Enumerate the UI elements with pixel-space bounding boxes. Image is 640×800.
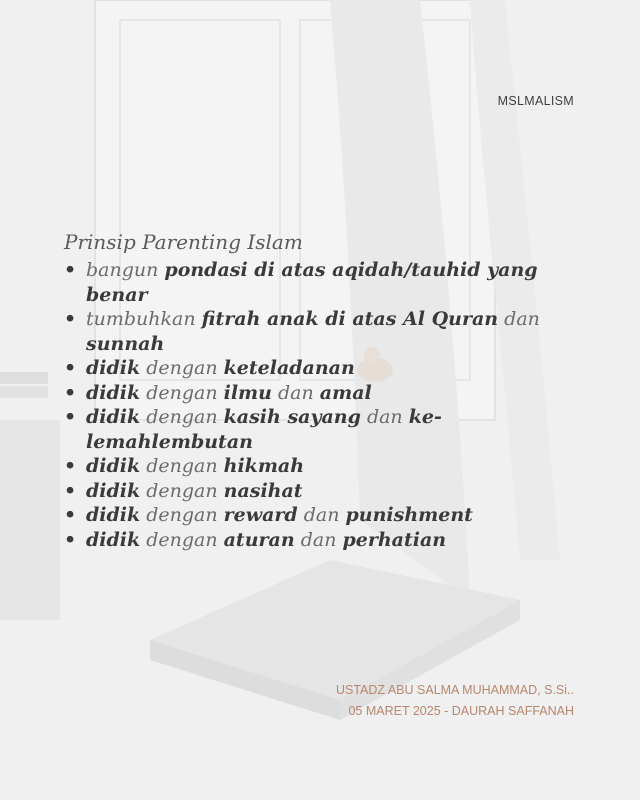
text-bold: didik <box>86 381 141 404</box>
text-bold: fitrah anak di atas Al Quran <box>201 308 499 330</box>
list-item <box>86 405 584 454</box>
text-bold: keteladanan <box>223 357 355 379</box>
speaker-credit: USTADZ ABU SALMA MUHAMMAD, S.Si.. <box>335 683 574 697</box>
text-regular: bangun <box>86 259 165 281</box>
list-item <box>86 307 584 356</box>
text-regular: dengan <box>140 528 224 551</box>
text-bold: ke-lemahlembutan <box>86 406 442 453</box>
text-bold: sunnah <box>86 332 165 355</box>
event-date: 05 MARET 2025 - DAURAH SAFFANAH <box>348 704 574 718</box>
text-bold: aturan <box>223 528 295 551</box>
list-item <box>86 479 584 504</box>
text-bold: nasihat <box>223 479 303 502</box>
text-bold: didik <box>86 504 141 526</box>
text-bold: punishment <box>345 504 473 526</box>
credit-block <box>336 680 574 722</box>
text-regular: dengan <box>140 357 224 379</box>
text-bold: amal <box>319 381 372 404</box>
text-bold: hikmah <box>223 455 305 477</box>
principles-list <box>64 258 584 552</box>
text-bold: didik <box>86 406 141 428</box>
text-regular: dengan <box>140 504 224 526</box>
text-regular: dengan <box>140 381 224 404</box>
main-content <box>64 228 584 552</box>
text-regular: dan <box>271 381 320 404</box>
text-regular: dengan <box>140 406 224 428</box>
list-item <box>86 356 584 381</box>
text-bold: kasih sayang <box>223 406 361 428</box>
text-regular: dan <box>360 406 409 428</box>
list-item <box>86 381 584 406</box>
text-bold: perhatian <box>342 528 447 551</box>
text-bold: didik <box>86 479 141 502</box>
text-bold: reward <box>223 504 298 526</box>
text-regular: dengan <box>140 455 224 477</box>
list-item <box>86 503 584 528</box>
text-bold: ilmu <box>223 381 272 404</box>
text-bold: didik <box>86 455 141 477</box>
text-regular: dan <box>498 308 540 330</box>
text-regular: tumbuhkan <box>86 308 202 330</box>
text-bold: didik <box>86 357 141 379</box>
text-regular: dan <box>297 504 346 526</box>
text-bold: pondasi di atas aqidah/tauhid yang benar <box>86 259 538 306</box>
list-item <box>86 454 584 479</box>
text-bold: didik <box>86 528 141 551</box>
text-regular: dengan <box>140 479 224 502</box>
text-regular: dan <box>294 528 343 551</box>
list-item <box>86 528 584 553</box>
brand-label: MSLMALISM <box>497 94 574 108</box>
list-item <box>86 258 584 307</box>
page-title: Prinsip Parenting Islam <box>64 230 303 254</box>
